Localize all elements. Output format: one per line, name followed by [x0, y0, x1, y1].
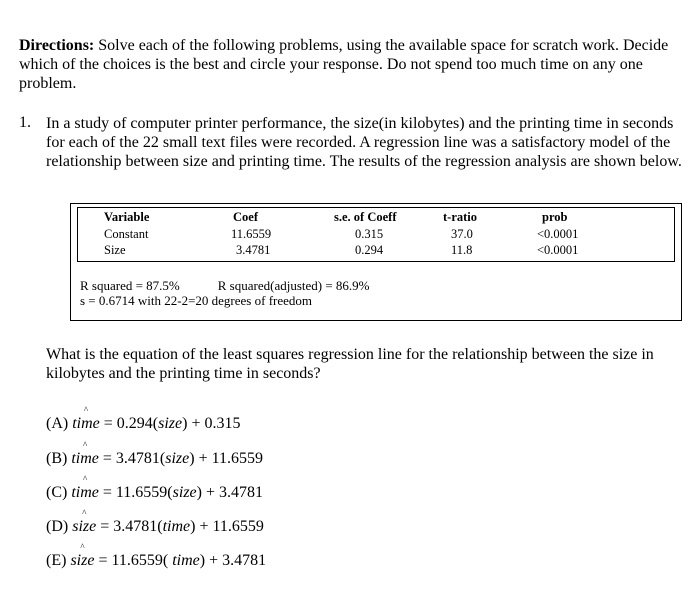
question-text: What is the equation of the least squares regression line for the relationship between the size in kilobytes and the printing time in seconds? [46, 346, 654, 382]
header-se-coeff: s.e. of Coeff [334, 210, 397, 224]
hat-symbol: ^ [80, 542, 85, 552]
header-prob: prob [542, 210, 568, 224]
choice-c[interactable]: (C) ^ time = 11.6559(size) + 3.4781 [46, 474, 263, 501]
hat-symbol: ^ [82, 474, 88, 484]
directions-label: Directions: [19, 37, 95, 54]
hat-symbol: ^ [83, 405, 89, 415]
choice-b[interactable]: (B) ^ time = 3.4781(size) + 11.6559 [46, 440, 263, 467]
r-squared: R squared = 87.5% [80, 278, 180, 293]
response-variable: ^ time [71, 474, 99, 501]
cell-size-coef: 3.4781 [236, 243, 271, 257]
hat-symbol: ^ [82, 508, 87, 518]
problem-text: In a study of computer printer performance, the size(in kilobytes) and the printing time in seconds for each of the 22 small text files were recorded. A regression line was a satisfactory model of the relationship between size and printing time. The results of the regression analysis are shown below. [46, 115, 682, 170]
cell-constant-coef: 11.6559 [231, 227, 272, 241]
response-variable: ^ time [71, 440, 99, 467]
response-variable: ^ size [72, 508, 97, 535]
r-squared-line [80, 278, 370, 293]
cell-constant-variable: Constant [104, 227, 149, 241]
cell-constant-se: 0.315 [355, 227, 384, 241]
cell-size-se: 0.294 [355, 243, 384, 257]
response-variable: ^ size [70, 542, 95, 569]
s-line: s = 0.6714 with 22-2=20 degrees of freedom [80, 293, 313, 308]
cell-constant-t: 37.0 [451, 227, 473, 241]
choice-a[interactable]: (A) ^ time = 0.294(size) + 0.315 [46, 405, 241, 432]
choice-d[interactable]: (D) ^ size = 3.4781(time) + 11.6559 [46, 508, 264, 535]
cell-size-variable: Size [104, 243, 126, 257]
cell-size-t: 11.8 [451, 243, 473, 257]
directions-paragraph [19, 36, 687, 93]
cell-size-prob: <0.0001 [537, 243, 579, 257]
header-t-ratio: t-ratio [443, 210, 478, 224]
choice-e[interactable]: (E) ^ size = 11.6559( time) + 3.4781 [46, 542, 267, 569]
hat-symbol: ^ [82, 440, 88, 450]
header-coef: Coef [233, 210, 258, 224]
response-variable: ^ time [72, 405, 100, 432]
problem-number: 1. [19, 114, 31, 131]
header-variable: Variable [104, 210, 150, 224]
directions-text: Solve each of the following problems, using the available space for scratch work. Decide which of the choices is the best and circle your response. Do not spend too much time on any one problem. [19, 37, 669, 92]
r-squared-adjusted: R squared(adjusted) = 86.9% [217, 278, 370, 293]
cell-constant-prob: <0.0001 [537, 227, 579, 241]
